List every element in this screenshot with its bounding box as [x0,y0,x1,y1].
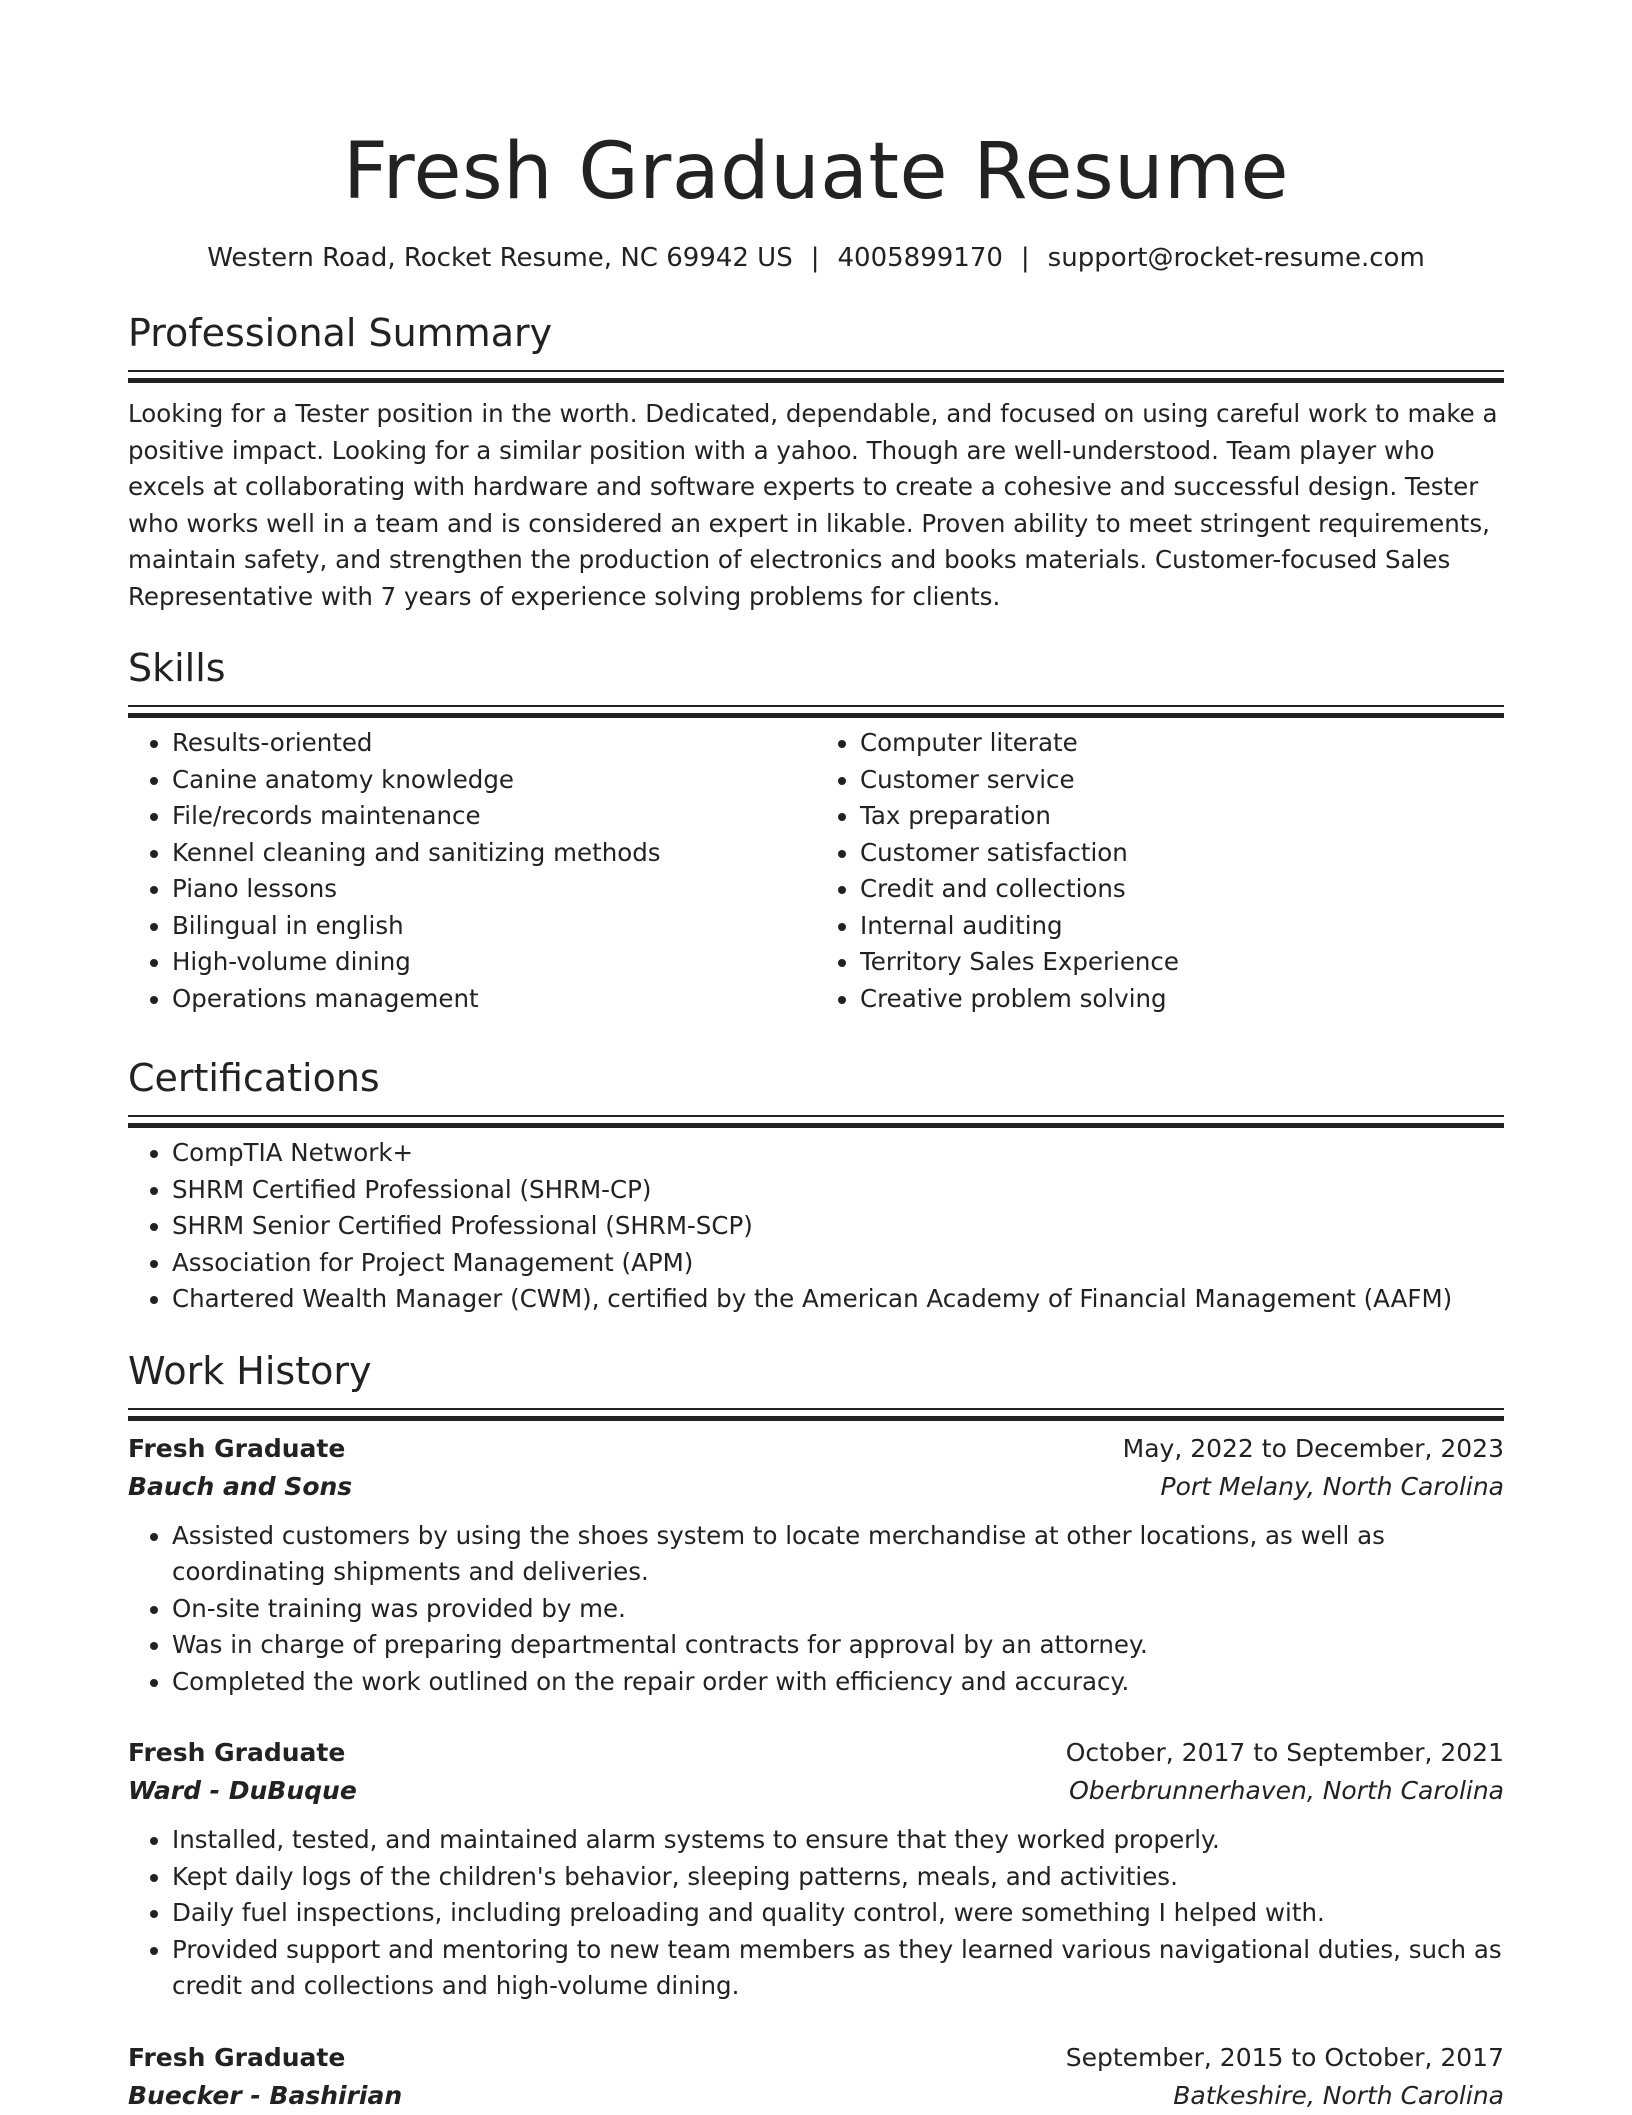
section-work-history [128,1348,1504,2115]
certification-item: • Association for Project Management (APM) [172,1245,1504,1282]
job-location: Batkeshire, North Carolina [1173,2080,1504,2110]
skill-item: • Internal auditing [860,908,1504,945]
job-bullet: • On-site training was provided by me. [172,1591,1504,1628]
job-entry [128,1430,1504,1701]
job-bullet: • Completed the work outlined on the repair order with efficiency and accuracy. [172,1664,1504,1701]
job-company: Bauch and Sons [128,1471,353,1501]
section-skills [128,645,1504,1017]
skill-item: • Kennel cleaning and sanitizing methods [172,835,816,872]
job-bullet: • Provided support and mentoring to new team members as they learned various navigational duties, such as credit and collections and high-volume dining. [172,1932,1504,2005]
skills-list-right [816,725,1504,1017]
contact-address: Western Road, Rocket Resume, NC 69942 US [207,243,793,273]
section-professional-summary [128,310,1504,615]
job-header [128,1734,1504,1772]
section-divider [128,1408,1504,1420]
skill-item: • Tax preparation [860,798,1504,835]
job-subheader [128,1468,1504,1506]
skills-columns [128,725,1504,1017]
certification-item: • Chartered Wealth Manager (CWM), certified by the American Academy of Financial Management (AAFM) [172,1281,1504,1318]
job-location: Oberbrunnerhaven, North Carolina [1069,1776,1504,1805]
section-heading: Professional Summary [128,311,553,355]
job-title: Fresh Graduate [128,1738,346,1767]
skill-item: • Credit and collections [860,871,1504,908]
job-bullet: • Assisted customers by using the shoes system to locate merchandise at other locations, as well as coordinating shipments and deliveries. [172,1518,1504,1591]
section-certifications [128,1055,1504,1318]
job-dates: October, 2017 to September, 2021 [1065,1738,1504,1767]
skill-item: • Results-oriented [172,725,816,762]
job-dates: September, 2015 to October, 2017 [1065,2042,1504,2072]
contact-line [128,242,1504,274]
summary-text: Looking for a Tester position in the worth. Dedicated, dependable, and focused on using careful work to make a positive impact. Looking for a similar position with a yahoo. Though are well-understood. Team player who excels at collaborating with hardware and software experts to create a cohesive and successful design. Tester who works well in a team and is considered an expert in likable. Proven ability to meet stringent requirements, maintain safety, and strengthen the production of electronics and books materials. Customer-focused Sales Representative with 7 years of experience solving problems for clients. [128,399,1498,611]
contact-email: support@rocket-resume.com [1047,243,1425,273]
skill-item: • Bilingual in english [172,908,816,945]
job-subheader [128,1772,1504,1810]
job-bullet: • Kept daily logs of the children's behavior, sleeping patterns, meals, and activities. [172,1859,1504,1896]
section-divider [128,1115,1504,1127]
skill-item: • Operations management [172,981,816,1018]
skills-column-left [128,725,816,1017]
job-company: Buecker - Bashirian [128,2080,403,2110]
job-header [128,2039,1504,2077]
skill-item: • Canine anatomy knowledge [172,762,816,799]
job-bullet: • Was in charge of preparing departmental contracts for approval by an attorney. [172,1627,1504,1664]
job-dates: May, 2022 to December, 2023 [1122,1433,1504,1463]
section-divider [128,705,1504,717]
job-company: Ward - DuBuque [128,1776,357,1805]
job-title: Fresh Graduate [128,2042,346,2072]
skill-item: • Territory Sales Experience [860,944,1504,981]
skill-item: • Creative problem solving [860,981,1504,1018]
contact-phone: 4005899170 [837,243,1003,273]
job-bullets [128,1822,1504,2005]
job-bullets [128,1518,1504,1701]
skill-item: • File/records maintenance [172,798,816,835]
skill-item: • High-volume dining [172,944,816,981]
skills-column-right [816,725,1504,1017]
section-heading: Work History [128,1348,372,1393]
job-bullet: • Installed, tested, and maintained alarm systems to ensure that they worked properly. [172,1822,1504,1859]
certification-item: • CompTIA Network+ [172,1135,1504,1172]
contact-separator: | [1020,243,1030,273]
skills-list-left [128,725,816,1017]
section-heading: Skills [128,646,226,690]
certifications-list [128,1135,1504,1318]
skill-item: • Customer service [860,762,1504,799]
job-subheader [128,2077,1504,2115]
section-divider [128,370,1504,382]
certification-item: • SHRM Certified Professional (SHRM-CP) [172,1172,1504,1209]
certification-item: • SHRM Senior Certified Professional (SHRM-SCP) [172,1208,1504,1245]
skill-item: • Customer satisfaction [860,835,1504,872]
resume-title: Fresh Graduate Resume [342,127,1290,217]
contact-separator: | [810,243,820,273]
section-heading: Certifications [128,1056,380,1100]
job-entry [128,2039,1504,2115]
job-location: Port Melany, North Carolina [1160,1471,1504,1501]
job-entry [128,1734,1504,2005]
skill-item: • Computer literate [860,725,1504,762]
job-bullet: • Daily fuel inspections, including preloading and quality control, were something I helped with. [172,1895,1504,1932]
job-title: Fresh Graduate [128,1433,346,1463]
skill-item: • Piano lessons [172,871,816,908]
job-header [128,1430,1504,1468]
